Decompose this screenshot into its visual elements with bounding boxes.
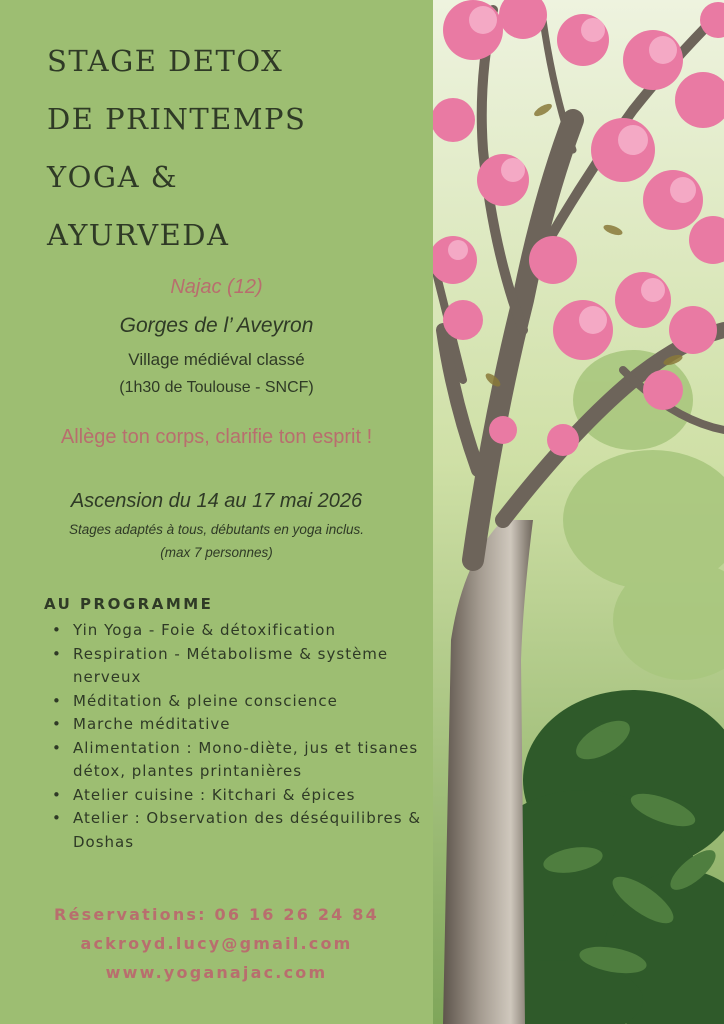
village-label: Village médiéval classé (128, 350, 305, 369)
programme-item: • Alimentation : Mono-diète, jus et tisanes détox, plantes printanières (52, 737, 427, 784)
tree-illustration (433, 0, 724, 1024)
programme-item: • Yin Yoga - Foie & détoxification (52, 619, 427, 643)
tagline: Allège ton corps, clarifie ton esprit ! (60, 426, 373, 448)
programme-item: • Atelier cuisine : Kitchari & épices (52, 784, 427, 808)
title-line: STAGE DETOX (47, 44, 284, 78)
programme-heading: AU PROGRAMME (44, 595, 214, 613)
programme-item: • Marche méditative (52, 713, 427, 737)
capacity-note: (max 7 personnes) (160, 545, 273, 560)
blossom-tree-photo (433, 0, 724, 1024)
access-label: (1h30 de Toulouse - SNCF) (119, 379, 314, 396)
website-link[interactable]: www.yoganajac.com (105, 963, 328, 982)
gorges-label: Gorges de l’ Aveyron (119, 314, 314, 337)
phone-number[interactable]: Réservations: 06 16 26 24 84 (54, 905, 379, 924)
programme-item: • Méditation & pleine conscience (52, 690, 427, 714)
programme-item: • Respiration - Métabolisme & système nerveux (52, 643, 427, 690)
event-dates: Ascension du 14 au 17 mai 2026 (70, 490, 363, 512)
audience-note: Stages adaptés à tous, débutants en yoga inclus. (69, 522, 364, 537)
town-label: Najac (12) (170, 276, 263, 298)
title-line: YOGA & (47, 160, 179, 194)
programme-item: • Atelier : Observation des déséquilibres & Doshas (52, 807, 427, 854)
title-line: DE PRINTEMPS (47, 102, 307, 136)
page-title (47, 32, 306, 264)
title-line: AYURVEDA (47, 218, 230, 252)
email-link[interactable]: ackroyd.lucy@gmail.com (80, 934, 353, 953)
programme-list (52, 619, 427, 854)
